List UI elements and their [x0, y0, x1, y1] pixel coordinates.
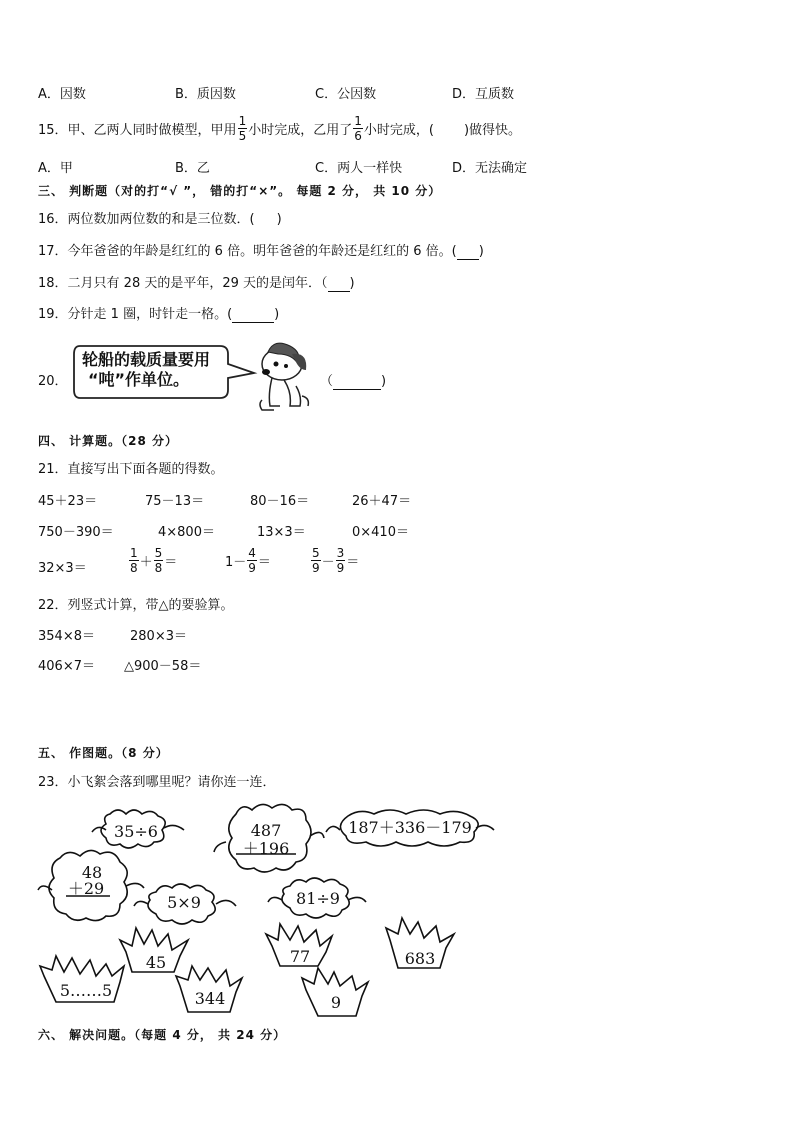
- question-17: 17．今年爸爸的年龄是红红的 6 倍。明年爸爸的年龄还是红红的 6 倍。( ): [38, 244, 484, 259]
- question-19: 19．分针走 1 圈，时针走一格。( ): [38, 307, 280, 322]
- q19-answer-blank[interactable]: [232, 307, 274, 323]
- grass-5-label: 344: [194, 989, 226, 1008]
- q18-answer-blank[interactable]: [328, 276, 350, 292]
- q15-fraction-1: $\frac{1}{5}$: [238, 113, 247, 143]
- q21-item-6: 4×800＝: [158, 525, 215, 540]
- question-22: 22．列竖式计算，带△的要验算。: [38, 598, 234, 613]
- q20-answer-blank[interactable]: [333, 374, 381, 390]
- question-16: 16．两位数加两位数的和是三位数．( ): [38, 212, 282, 227]
- q15-option-c: C．两人一样快: [315, 161, 403, 176]
- q21-item-9: 32×3＝: [38, 561, 87, 576]
- q15-text-2: 小时完成，乙用了: [248, 122, 353, 138]
- q20-bubble-text: 轮船的载质量要用 “吨”作单位。: [82, 350, 211, 389]
- q15-text-1: 甲、乙两人同时做模型，甲用: [67, 122, 237, 138]
- q21-item-1: 45＋23＝: [38, 494, 98, 509]
- question-15: [38, 108, 521, 148]
- fluff-2-bottom: ＋196: [242, 839, 290, 858]
- section-4-heading: 四、 计算题。（28 分）: [38, 434, 179, 448]
- fluff-4-top: 48: [81, 863, 103, 882]
- q22-item-3: 406×7＝: [38, 659, 95, 674]
- q21-item-2: 75－13＝: [145, 494, 205, 509]
- q20-number: 20．: [38, 374, 68, 389]
- q14-option-c: C．公因数: [315, 87, 377, 102]
- fluff-6-label: 81÷9: [296, 889, 340, 908]
- dog-icon: [252, 340, 312, 414]
- q14-option-a: A．因数: [38, 87, 86, 102]
- q21-item-10: $\frac{1}{8}$ ＋ $\frac{5}{8}$ ＝: [130, 546, 178, 575]
- q21-item-12: $\frac{5}{9}$ － $\frac{3}{9}$ ＝: [312, 546, 360, 575]
- grass-4-label: 5……5: [59, 981, 113, 1000]
- q14-option-d: D．互质数: [452, 87, 515, 102]
- q21-item-8: 0×410＝: [352, 525, 409, 540]
- question-21: 21．直接写出下面各题的得数。: [38, 462, 224, 477]
- q22-item-2: 280×3＝: [130, 629, 187, 644]
- q15-option-b: B．乙: [175, 161, 210, 176]
- q15-text-4: )做得快。: [463, 122, 522, 138]
- grass-6-label: 9: [330, 993, 342, 1012]
- q15-number: 15．: [38, 122, 68, 138]
- q21-item-5: 750－390＝: [38, 525, 114, 540]
- q15-text-3: 小时完成，(: [363, 122, 434, 138]
- q15-option-a: A．甲: [38, 161, 73, 176]
- question-20-answer: （ ): [320, 374, 387, 389]
- grass-2-label: 77: [289, 947, 311, 966]
- question-23: 23．小飞絮会落到哪里呢？请你连一连．: [38, 775, 276, 790]
- q22-item-4: △900－58＝: [124, 659, 202, 674]
- q21-item-3: 80－16＝: [250, 494, 310, 509]
- grass-1-label: 45: [145, 953, 167, 972]
- q21-item-7: 13×3＝: [257, 525, 306, 540]
- grass-3-label: 683: [404, 949, 436, 968]
- section-6-heading: 六、 解决问题。（每题 4 分， 共 24 分）: [38, 1028, 287, 1042]
- fluff-3-label: 187＋336－179: [348, 818, 472, 837]
- fluff-2-top: 487: [250, 821, 282, 840]
- section-3-heading: 三、 判断题（对的打“√ ”， 错的打“×”。 每题 2 分， 共 10 分）: [38, 184, 442, 198]
- q15-fraction-2: $\frac{1}{6}$: [354, 113, 362, 143]
- section-5-heading: 五、 作图题。（8 分）: [38, 746, 169, 760]
- fluff-1-label: 35÷6: [114, 822, 158, 841]
- q15-option-d: D．无法确定: [452, 161, 528, 176]
- q21-item-4: 26＋47＝: [352, 494, 412, 509]
- q22-item-1: 354×8＝: [38, 629, 95, 644]
- q23-matching-figure: [30, 800, 510, 1020]
- question-18: 18．二月只有 28 天的是平年，29 天的是闰年．（ ): [38, 276, 355, 291]
- q17-answer-blank[interactable]: [457, 244, 479, 260]
- q21-item-11: 1－ $\frac{4}{9}$ ＝: [225, 546, 271, 575]
- q14-option-b: B．质因数: [175, 87, 236, 102]
- fluff-5-label: 5×9: [167, 893, 201, 912]
- fluff-4-bottom: ＋29: [67, 879, 105, 898]
